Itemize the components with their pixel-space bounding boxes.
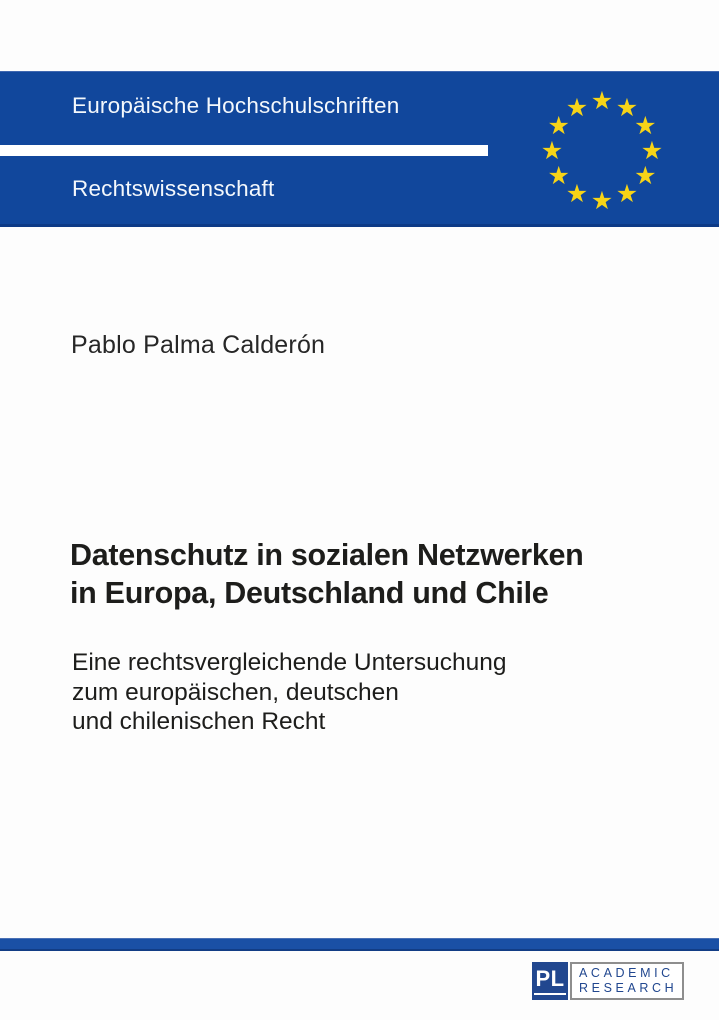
eu-star-icon: ★ [547, 161, 570, 190]
eu-star-icon: ★ [615, 179, 639, 209]
publisher-name-line-1: ACADEMIC [579, 966, 674, 980]
eu-star-icon: ★ [634, 161, 657, 190]
publisher-monogram: PL [534, 968, 565, 995]
book-title [70, 536, 584, 612]
book-subtitle-line-2: zum europäischen, deutschen [72, 678, 399, 706]
eu-star-icon: ★ [634, 111, 657, 140]
book-subtitle-line-1: Eine rechtsvergleichende Untersuchung [72, 649, 507, 676]
author-name: Pablo Palma Calderón [71, 331, 326, 359]
book-title-line-2: in Europa, Deutschland und Chile [70, 576, 549, 610]
series-title: Europäische Hochschulschriften [72, 93, 400, 118]
eu-star-icon: ★ [590, 186, 614, 215]
series-banner [0, 71, 719, 227]
subseries-title: Rechtswissenschaft [72, 176, 275, 201]
publisher-monogram-icon [532, 962, 568, 1000]
eu-star-icon: ★ [615, 92, 639, 122]
book-subtitle-line-3: und chilenischen Recht [72, 708, 326, 735]
eu-star-icon: ★ [565, 92, 589, 122]
publisher-logo [532, 962, 684, 1000]
book-subtitle [72, 648, 506, 737]
publisher-name-line-2: RESEARCH [579, 981, 678, 995]
eu-star-icon: ★ [565, 179, 589, 209]
publisher-name-box [570, 962, 684, 1000]
eu-star-icon: ★ [547, 111, 570, 140]
footer-rule-bar [0, 938, 719, 951]
book-title-line-1: Datenschutz in sozialen Netzwerken [70, 538, 584, 572]
banner-divider-bar [0, 145, 488, 156]
eu-star-icon: ★ [590, 86, 614, 115]
eu-star-icon: ★ [540, 136, 564, 165]
eu-star-icon: ★ [640, 136, 664, 165]
